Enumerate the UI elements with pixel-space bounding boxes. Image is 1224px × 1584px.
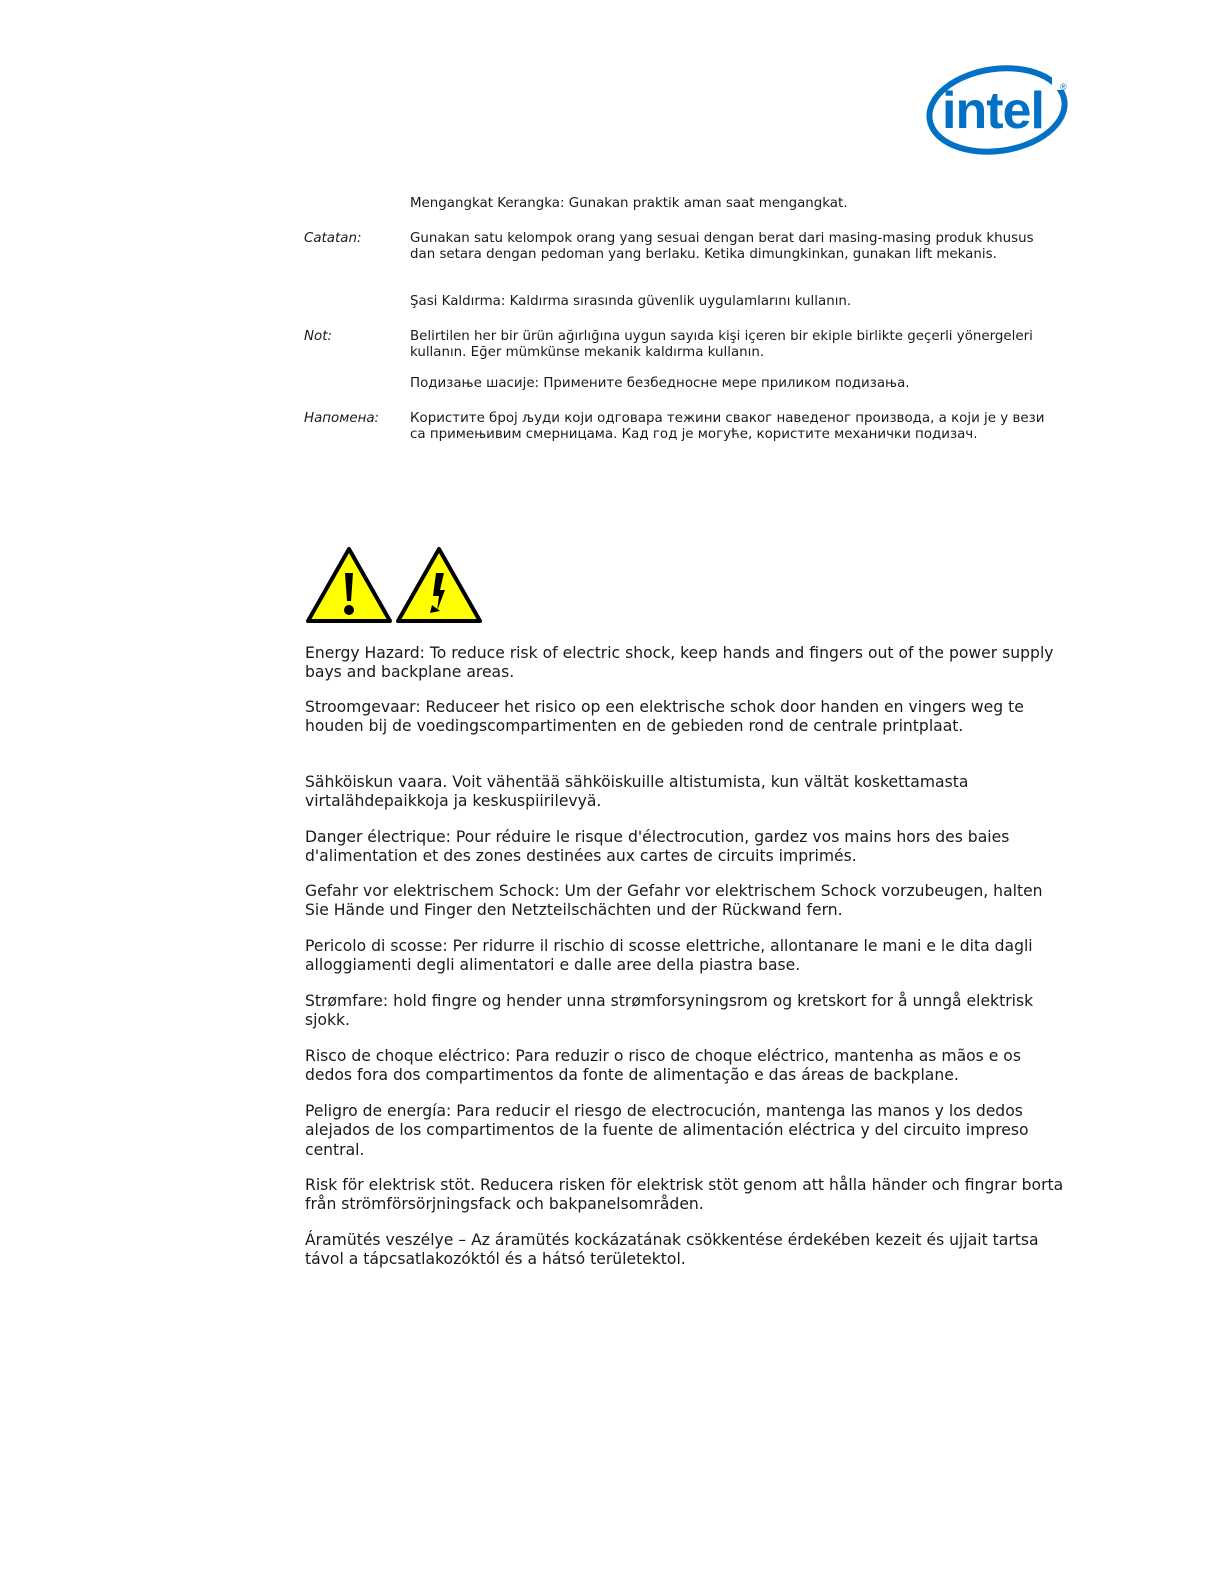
warning-paragraph: Sähköiskun vaara. Voit vähentää sähköiskuille altistumista, kun vältät koskettamasta virtalähdepaikkoja ja keskuspiirilevyä. [305, 773, 969, 811]
warning-paragraph: Strømfare: hold fingre og hender unna strømforsyningsrom og kretskort for å unngå elektrisk sjokk. [305, 992, 1034, 1030]
warning-paragraph: Danger électrique: Pour réduire le risque d'électrocution, gardez vos mains hors des baies d'alimentation et des zones destinées aux cartes de circuits imprimés. [305, 828, 1010, 866]
note-label: Catatan: [304, 231, 362, 246]
intel-logo [922, 58, 1072, 160]
note-text: Mengangkat Kerangka: Gunakan praktik aman saat mengangkat. [410, 196, 848, 211]
hazard-icons [306, 545, 484, 625]
registered-mark: ® [1060, 82, 1067, 92]
warning-exclamation-icon [308, 549, 390, 621]
warning-paragraph: Risco de choque eléctrico: Para reduzir o risco de choque eléctrico, mantenha as mãos e os dedos fora dos compartimentos da fonte de alimentação e das áreas de backplane. [305, 1047, 1021, 1085]
note-text: Gunakan satu kelompok orang yang sesuai dengan berat dari masing-masing produk khusus dan setara dengan pedoman yang berlaku. Ketika dimungkinkan, gunakan lift mekanis. [410, 231, 1034, 263]
electric-shock-icon [398, 549, 480, 621]
warning-paragraph: Gefahr vor elektrischem Schock: Um der Gefahr vor elektrischem Schock vorzubeugen, halten Sie Hände und Finger den Netzteilschächten und der Rückwand fern. [305, 882, 1043, 920]
warning-paragraph: Energy Hazard: To reduce risk of electric shock, keep hands and fingers out of the power supply bays and backplane areas. [305, 644, 1054, 682]
note-label: Not: [304, 329, 332, 344]
note-label: Напомена: [304, 411, 380, 426]
warning-paragraph: Stroomgevaar: Reduceer het risico op een elektrische schok door handen en vingers weg te houden bij de voedingscompartimenten en de gebieden rond de centrale printplaat. [305, 698, 1024, 736]
warning-paragraph: Pericolo di scosse: Per ridurre il rischio di scosse elettriche, allontanare le mani e le dita dagli alloggiamenti degli alimentatori e dalle aree della piastra base. [305, 937, 1033, 975]
warning-paragraph: Risk för elektrisk stöt. Reducera risken för elektrisk stöt genom att hålla händer och fingrar borta från strömförsörjningsfack och bakpanelsområden. [305, 1176, 1064, 1214]
note-text: Şasi Kaldırma: Kaldırma sırasında güvenlik uygulamlarını kullanın. [410, 294, 852, 309]
note-text: Belirtilen her bir ürün ağırlığına uygun sayıda kişi içeren bir ekiple birlikte geçerli yönergeleri kullanın. Eğer mümkünse mekanik kaldırma kullanın. [410, 329, 1033, 361]
logo-wordmark: intel [942, 82, 1044, 140]
note-text: Подизање шасије: Примените безбедносне мере приликом подизања. [410, 376, 910, 391]
note-text: Користите број људи који одговара тежини сваког наведеног производа, а који је у вези са примењивим смерницама. Кад год је могуће, користите механички подизач. [410, 411, 1045, 443]
warning-paragraph: Peligro de energía: Para reducir el riesgo de electrocución, mantenga las manos y los dedos alejados de los compartimentos de la fuente de alimentación eléctrica y del circuito impreso central. [305, 1102, 1029, 1159]
warning-paragraph: Áramütés veszélye – Az áramütés kockázatának csökkentése érdekében kezeit és ujjait tartsa távol a tápcsatlakozóktól és a hátsó területektol. [305, 1231, 1039, 1269]
